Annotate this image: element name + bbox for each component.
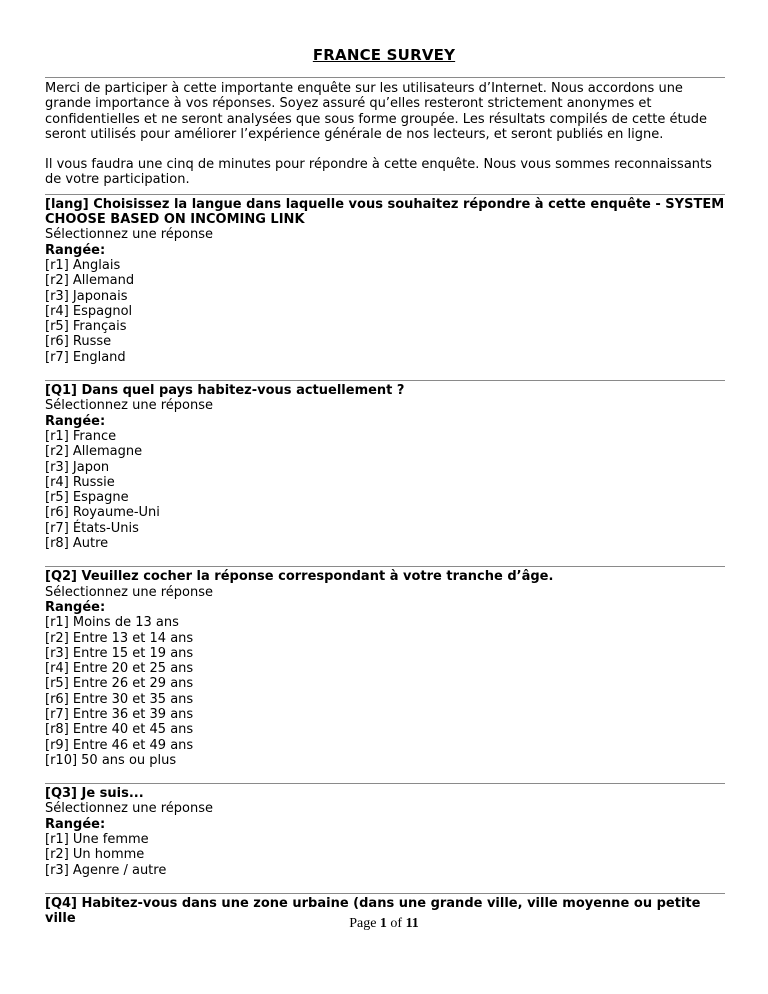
page-of: of — [390, 916, 403, 931]
answer-option: [r6] Entre 30 et 35 ans — [45, 691, 194, 707]
answer-option: [r1] Une femme — [45, 832, 149, 848]
total-pages: 11 — [405, 916, 419, 931]
current-page: 1 — [379, 916, 387, 931]
answer-option: [r9] Entre 46 et 49 ans — [45, 737, 194, 753]
rows-label: Rangée: — [45, 413, 106, 429]
question-heading: [lang] Choisissez la langue dans laquelle vous souhaitez répondre à cette enquête - SYSTEM CHOOSE BASED ON INCOMING LINK — [45, 196, 725, 228]
answer-option: [r7] États-Unis — [45, 520, 139, 536]
answer-option: [r3] Entre 15 et 19 ans — [45, 645, 194, 661]
question-heading: [Q3] Je suis... — [45, 786, 144, 802]
page-prefix: Page — [349, 916, 377, 931]
question-heading: [Q4] Habitez-vous dans une zone urbaine (dans une grande ville, ville moyenne ou petite ville — [45, 895, 701, 927]
answer-option: [r8] Autre — [45, 536, 109, 552]
answer-option: [r1] Moins de 13 ans — [45, 615, 179, 631]
answer-option: [r4] Entre 20 et 25 ans — [45, 661, 194, 677]
answer-option: [r8] Entre 40 et 45 ans — [45, 722, 194, 738]
answer-option: [r1] France — [45, 428, 117, 444]
answer-option: [r2] Allemagne — [45, 444, 143, 460]
question-block-q2 — [45, 567, 725, 768]
answer-option: [r4] Espagnol — [45, 303, 133, 319]
question-instruction: Sélectionnez une réponse — [45, 227, 213, 243]
question-heading: [Q1] Dans quel pays habitez-vous actuellement ? — [45, 383, 405, 399]
question-instruction: Sélectionnez une réponse — [45, 398, 213, 414]
answer-option: [r5] Français — [45, 319, 127, 335]
answer-option: [r7] Entre 36 et 39 ans — [45, 706, 194, 722]
intro-paragraph: Merci de participer à cette importante enquête sur les utilisateurs d’Internet. Nous accordons une grande importance à vos réponses. Soyez assuré qu’elles resteront strictement anonymes et confidentielles et ne seront analysées que sous forme groupée. Les résultats compilés de cette étude seront utilisés pour améliorer l’expérience générale de nos lecteurs, et seront publiés en ligne. — [45, 81, 708, 142]
page-number — [0, 916, 768, 932]
question-block-lang — [45, 195, 725, 365]
rows-label: Rangée: — [45, 599, 106, 615]
rows-label: Rangée: — [45, 816, 106, 832]
answer-option: [r10] 50 ans ou plus — [45, 752, 177, 768]
answer-option: [r6] Royaume-Uni — [45, 505, 160, 521]
question-instruction: Sélectionnez une réponse — [45, 801, 213, 817]
answer-option: [r3] Agenre / autre — [45, 862, 167, 878]
rows-label: Rangée: — [45, 242, 106, 258]
answer-option: [r5] Entre 26 et 29 ans — [45, 676, 194, 692]
answer-option: [r2] Allemand — [45, 273, 135, 289]
intro-paragraph: Il vous faudra une cinq de minutes pour répondre à cette enquête. Nous vous sommes reconnaissants de votre participation. — [45, 157, 712, 188]
answer-option: [r5] Espagne — [45, 490, 129, 506]
document-title: FRANCE SURVEY — [312, 46, 456, 64]
answer-option: [r6] Russe — [45, 334, 112, 350]
answer-option: [r2] Entre 13 et 14 ans — [45, 630, 194, 646]
answer-option: [r3] Japon — [45, 459, 110, 475]
question-block-q1 — [45, 381, 725, 551]
answer-option: [r1] Anglais — [45, 257, 121, 273]
answer-option: [r2] Un homme — [45, 847, 145, 863]
question-heading: [Q2] Veuillez cocher la réponse correspondant à votre tranche d’âge. — [45, 569, 554, 585]
survey-content — [45, 77, 725, 927]
question-block-q3 — [45, 784, 725, 878]
question-instruction: Sélectionnez une réponse — [45, 584, 213, 600]
answer-option: [r4] Russie — [45, 474, 115, 490]
answer-option: [r7] England — [45, 349, 126, 365]
intro-section — [45, 78, 725, 188]
answer-option: [r3] Japonais — [45, 288, 128, 304]
